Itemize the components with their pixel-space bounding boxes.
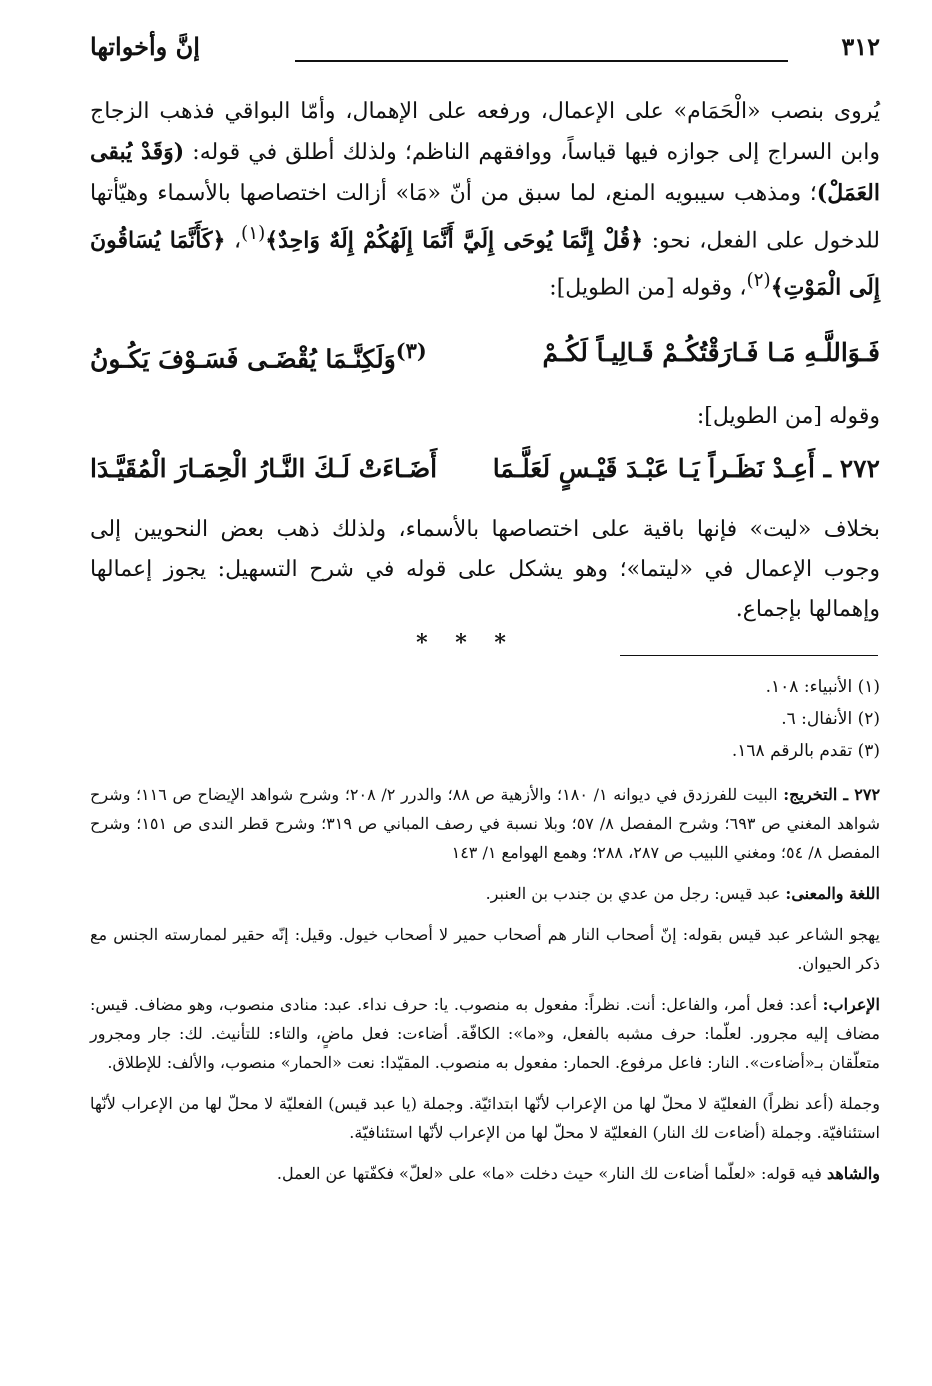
label: والشاهد bbox=[826, 1164, 880, 1183]
footnote-ref: (٣) bbox=[395, 338, 427, 363]
quote-text: (وَقَدْ يُبقى العَمَلْ) bbox=[90, 139, 880, 206]
chapter-title: إنَّ وأخواتها bbox=[90, 32, 200, 61]
text: عبد قيس: رجل من عدي بن جندب بن العنبر. bbox=[485, 884, 781, 903]
lugha bbox=[90, 879, 880, 908]
footnote-1: (١) الأنبياء: ١٠٨. bbox=[765, 677, 880, 697]
shahid bbox=[90, 1159, 880, 1188]
hemistich-1: أَعِـدْ نَظَـراً يَـا عَبْـدَ قَيْـسٍ لَعَلَّـمَا bbox=[492, 454, 815, 483]
quran-quote: ﴿قُلْ إِنَّمَا يُوحَى إِلَيَّ أَنَّمَا إِلَهُكُمْ إِلَهٌ وَاحِدٌ﴾ bbox=[265, 227, 644, 254]
running-header bbox=[90, 32, 880, 72]
hemistich-1: فَـوَاللَّـهِ مَـا فَـارَقْتُكُـمْ قَـالِيـاً لَكُـمْ bbox=[542, 338, 880, 367]
verse-272 bbox=[90, 454, 880, 498]
hemistich-2: وَلَكِنَّـمَا يُقْضَـى فَسَـوْفَ يَكُـونُ bbox=[90, 344, 396, 374]
hemistich-2: أَضَـاءَتْ لَـكَ النَّـارُ الْحِمَـارَ الْمُقَيَّـدَا bbox=[90, 454, 438, 483]
separator: ، bbox=[225, 228, 242, 254]
hemistich-1-group bbox=[493, 454, 880, 483]
text: أعد: فعل أمر، والفاعل: أنت. نظراً: مفعول به منصوب. يا: حرف نداء. عبد: منادى منصوب، وهو مضاف. قيس: مضاف إليه مجرور. لعلّما: حرف مشبه بالفعل، و«ما»: الكافّة. أضاءت: فعل ماضٍ، والتاء: للتأنيث. لك: جار ومجرور متعلّقان بـ«أضاءت». النار: فاعل مرفوع. الحمار: مفعول به منصوب. المقيّدا: نعت «الحمار» منصوب، والألف: للإطلاق. bbox=[90, 995, 880, 1072]
text: ؛ ومذهب سيبويه المنع، لما سبق من أنّ «مَا» أزالت اختصاصها بالأسماء وهيّأتها للدخول على الفعل، نحو: bbox=[90, 181, 881, 254]
paragraph-1 bbox=[90, 92, 880, 309]
takhrij bbox=[90, 780, 880, 867]
page-number: ٣١٢ bbox=[841, 32, 880, 61]
verse-1 bbox=[90, 338, 880, 382]
footnote-3: (٣) تقدم بالرقم ١٦٨. bbox=[731, 741, 880, 761]
footnote-rule bbox=[620, 655, 878, 656]
label: اللغة والمعنى: bbox=[785, 884, 880, 903]
quran-quote: ﴿كَأَنَّمَا يُسَاقُونَ إِلَى الْمَوْتِ﴾ bbox=[90, 227, 880, 301]
text: فيه قوله: «لعلّما أضاءت لك النار» حيث دخلت «ما» على «لعلّ» فكفّتها عن العمل. bbox=[276, 1164, 822, 1183]
jumla: وجملة (أعد نظراً) الفعليّة لا محلّ لها من الإعراب لأنّها ابتدائيّة. وجملة (يا عبد قيس) الفعليّة لا محلّ لها من الإعراب لأنّها استئنافيّة. وجملة (أضاءت لك النار) الفعليّة لا محلّ لها من الإعراب لأنّها استئنافيّة. bbox=[90, 1094, 880, 1142]
text: يُروى بنصب «الْحَمَام» على الإعمال، ورفعه على الإهمال، وأمّا البواقي فذهب الزجاج وابن السراج إلى جوازه فيها قياساً، ووافقهم الناظم؛ ولذلك أطلق في قوله: bbox=[90, 99, 880, 165]
label: الإعراب: bbox=[822, 995, 880, 1014]
text: البيت للفرزدق في ديوانه ١/ ١٨٠؛ والأزهية ص ٨٨؛ والدرر ٢/ ٢٠٨؛ وشرح شواهد الإيضاح ص ١١٦؛ وشرح شواهد المغني ص ٦٩٣؛ وشرح المفصل ٨/ ٥٧؛ وبلا نسبة في رصف المباني ص ٣١٩؛ وشرح قطر الندى ص ١٥١؛ وشرح المفصل ٨/ ٥٤؛ ومغني اللبيب ص ٢٨٧، ٢٨٨؛ وهمع الهوامع ١/ ١٤٣ bbox=[90, 785, 880, 862]
header-rule bbox=[295, 60, 788, 62]
main-text bbox=[90, 92, 880, 309]
footnote-2: (٢) الأنفال: ٦. bbox=[781, 709, 880, 729]
footnote-ref: (٢) bbox=[746, 270, 771, 292]
footnote-ref: (١) bbox=[241, 223, 266, 244]
paragraph-2: بخلاف «ليت» فإنها باقية على اختصاصها بالأسماء، ولذلك ذهب بعض النحويين إلى وجوب الإعمال في «ليتما»؛ وهو يشكل على قوله في شرح التسهيل: يجوز إعمالها وإهمالها بإجماع. bbox=[90, 517, 880, 622]
irab bbox=[90, 990, 880, 1077]
verse-intro: وقوله [من الطويل]: bbox=[696, 404, 880, 429]
verse-number: ٢٧٢ ـ bbox=[823, 454, 880, 483]
meaning: يهجو الشاعر عبد قيس بقوله: إنّ أصحاب النار هم أصحاب حمير لا أصحاب خيول. وقيل: إنّه حقير لممارسته الجنس مع ذكر الحيوان. bbox=[90, 925, 880, 973]
text: ، وقوله [من الطويل]: bbox=[549, 275, 747, 301]
hemistich-2-group bbox=[90, 338, 427, 373]
section-divider: * * * bbox=[416, 630, 516, 656]
label: ٢٧٢ ـ التخريج: bbox=[783, 785, 881, 804]
commentary bbox=[90, 780, 880, 1200]
